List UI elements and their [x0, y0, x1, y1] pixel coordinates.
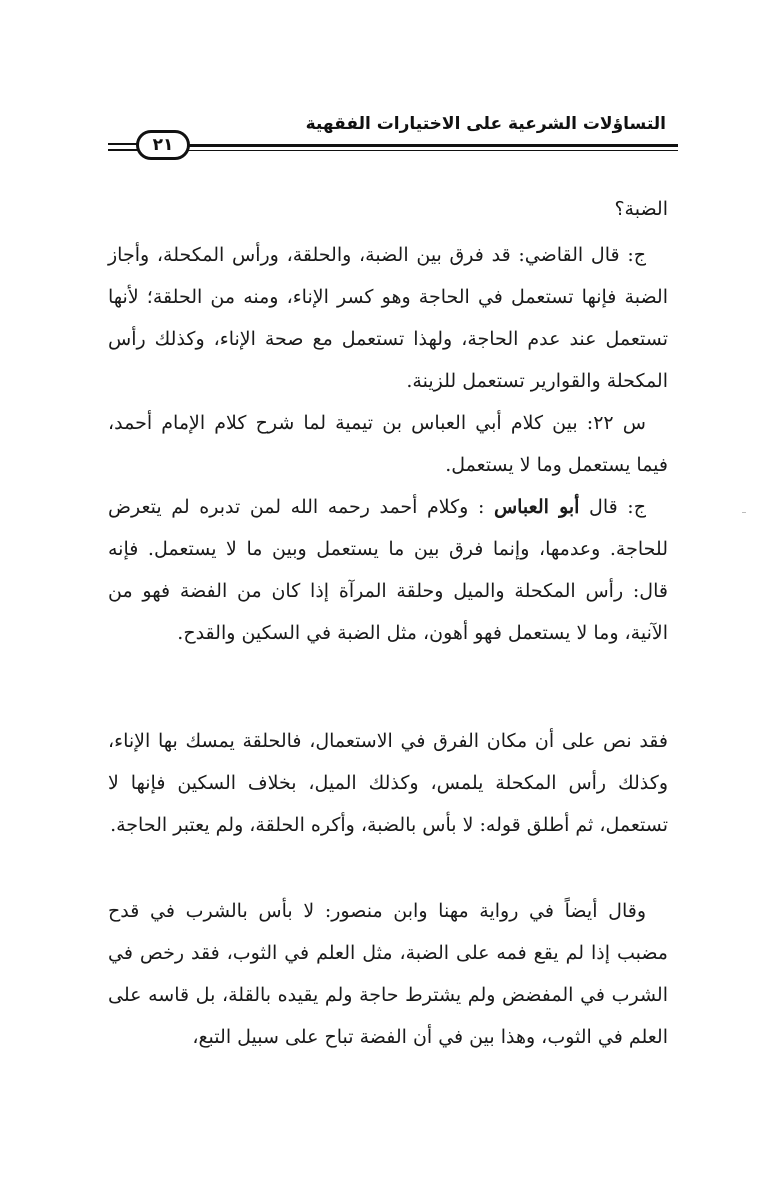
page-number: ٢١	[136, 130, 190, 160]
margin-mark	[742, 512, 746, 513]
question-22-text: س ٢٢: بين كلام أبي العباس بن تيمية لما شرح كلام الإمام أحمد، فيما يستعمل وما لا يستعمل.	[108, 412, 668, 476]
header-rule-left-bottom	[108, 149, 138, 151]
answer-1-text: ج: قال القاضي: قد فرق بين الضبة، والحلقة، ورأس المكحلة، وأجاز الضبة فإنها تستعمل في الحاجة وهو كسر الإناء، ومنه من الحلقة؛ لأنها تستعمل عند عدم الحاجة، ولهذا تستعمل مع صحة الإناء، وكذلك رأس المكحلة والقوارير تستعمل للزينة.	[108, 244, 668, 392]
question-22-paragraph	[108, 402, 668, 486]
answer-paragraph-2	[108, 486, 668, 654]
answer-paragraph-1	[108, 234, 668, 402]
header-rule-thick	[164, 144, 678, 147]
running-title: التساؤلات الشرعية على الاختيارات الفقهية	[305, 114, 666, 134]
answer-2-name: أبو العباس	[493, 496, 580, 518]
page-header	[108, 110, 678, 166]
body-paragraph-5	[108, 890, 668, 1058]
paragraph-5-text: وقال أيضاً في رواية مهنا وابن منصور: لا بأس بالشرب في قدح مضبب إذا لم يقع فمه على الضبة، مثل العلم في الثوب، فقد رخص في الشرب في المفضض ولم يشترط حاجة ولم يقيده بالقلة، بل قاسه على العلم في الثوب، وهذا بين في أن الفضة تباح على سبيل التبع،	[108, 900, 668, 1048]
header-rule-thin	[164, 150, 678, 151]
header-rule-left-top	[108, 143, 138, 145]
body-paragraph-4: فقد نص على أن مكان الفرق في الاستعمال، فالحلقة يمسك بها الإناء، وكذلك رأس المكحلة يلمس، وكذلك الميل، بخلاف السكين فإنها لا تستعمل، ثم أطلق قوله: لا بأس بالضبة، وأكره الحلقة، ولم يعتبر الحاجة.	[108, 730, 668, 836]
answer-2-rest: : وكلام أحمد رحمه الله لمن تدبره لم يتعرض للحاجة. وعدمها، وإنما فرق بين ما يستعمل وبين ما لا يستعمل. فإنه قال: رأس المكحلة والميل وحلقة المرآة إذا كان من الفضة فهو من الآنية، وما لا يستعمل فهو أهون، مثل الضبة في السكين والقدح.	[108, 496, 668, 644]
answer-2-prefix: ج: قال	[589, 496, 646, 518]
continuation-text: الضبة؟	[614, 198, 668, 220]
